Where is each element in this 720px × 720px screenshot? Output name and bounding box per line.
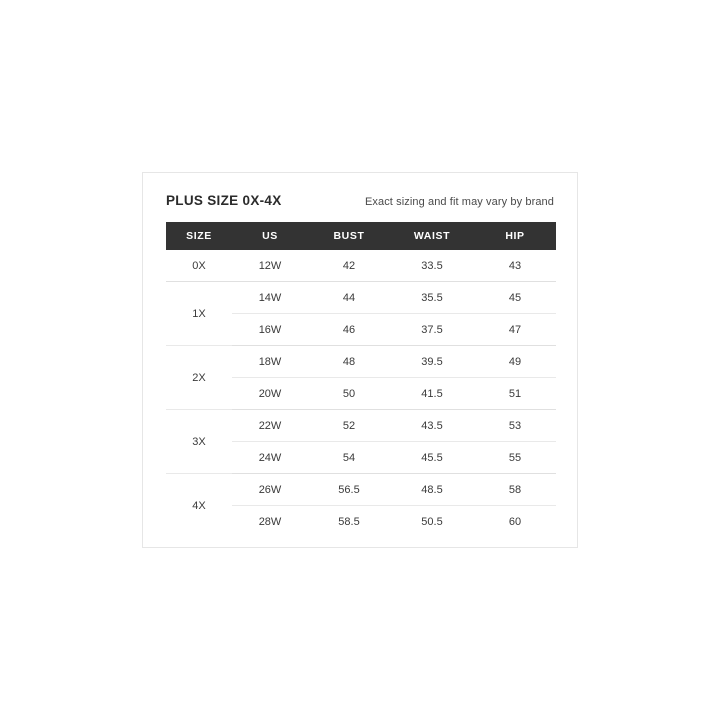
cell-us: 28W — [232, 506, 308, 538]
row-size-label: 0X — [166, 250, 232, 282]
row-size-label: 4X — [166, 474, 232, 538]
cell-waist: 35.5 — [390, 282, 474, 314]
cell-hip: 60 — [474, 506, 556, 538]
cell-us: 24W — [232, 442, 308, 474]
table-header — [166, 222, 556, 250]
table-row — [166, 410, 556, 442]
column-header-us: US — [232, 222, 308, 250]
cell-hip: 58 — [474, 474, 556, 506]
cell-hip: 47 — [474, 314, 556, 346]
cell-us: 26W — [232, 474, 308, 506]
row-size-label: 2X — [166, 346, 232, 410]
cell-waist: 33.5 — [390, 250, 474, 282]
column-header-bust: BUST — [308, 222, 390, 250]
cell-bust: 52 — [308, 410, 390, 442]
cell-us: 12W — [232, 250, 308, 282]
cell-bust: 48 — [308, 346, 390, 378]
table-row — [166, 282, 556, 314]
column-header-size: SIZE — [166, 222, 232, 250]
cell-us: 22W — [232, 410, 308, 442]
table-header-row — [166, 222, 556, 250]
table-row — [166, 474, 556, 506]
card-subtitle: Exact sizing and fit may vary by brand — [364, 196, 554, 208]
cell-bust: 42 — [308, 250, 390, 282]
table-row — [166, 250, 556, 282]
page-title: PLUS SIZE 0X-4X — [166, 193, 282, 208]
cell-bust: 58.5 — [308, 506, 390, 538]
column-header-waist: WAIST — [390, 222, 474, 250]
cell-bust: 54 — [308, 442, 390, 474]
table-body — [166, 250, 556, 537]
cell-waist: 39.5 — [390, 346, 474, 378]
cell-us: 20W — [232, 378, 308, 410]
cell-hip: 43 — [474, 250, 556, 282]
cell-bust: 56.5 — [308, 474, 390, 506]
cell-waist: 45.5 — [390, 442, 474, 474]
cell-us: 14W — [232, 282, 308, 314]
row-size-label: 3X — [166, 410, 232, 474]
card-header — [166, 193, 554, 217]
cell-hip: 49 — [474, 346, 556, 378]
row-size-label: 1X — [166, 282, 232, 346]
size-chart-card — [142, 172, 578, 548]
cell-waist: 41.5 — [390, 378, 474, 410]
cell-hip: 45 — [474, 282, 556, 314]
cell-waist: 43.5 — [390, 410, 474, 442]
cell-waist: 50.5 — [390, 506, 474, 538]
cell-hip: 51 — [474, 378, 556, 410]
cell-waist: 48.5 — [390, 474, 474, 506]
cell-hip: 55 — [474, 442, 556, 474]
cell-bust: 50 — [308, 378, 390, 410]
cell-bust: 46 — [308, 314, 390, 346]
size-chart-table — [166, 222, 556, 537]
cell-waist: 37.5 — [390, 314, 474, 346]
cell-hip: 53 — [474, 410, 556, 442]
cell-us: 18W — [232, 346, 308, 378]
cell-us: 16W — [232, 314, 308, 346]
cell-bust: 44 — [308, 282, 390, 314]
column-header-hip: HIP — [474, 222, 556, 250]
table-row — [166, 346, 556, 378]
